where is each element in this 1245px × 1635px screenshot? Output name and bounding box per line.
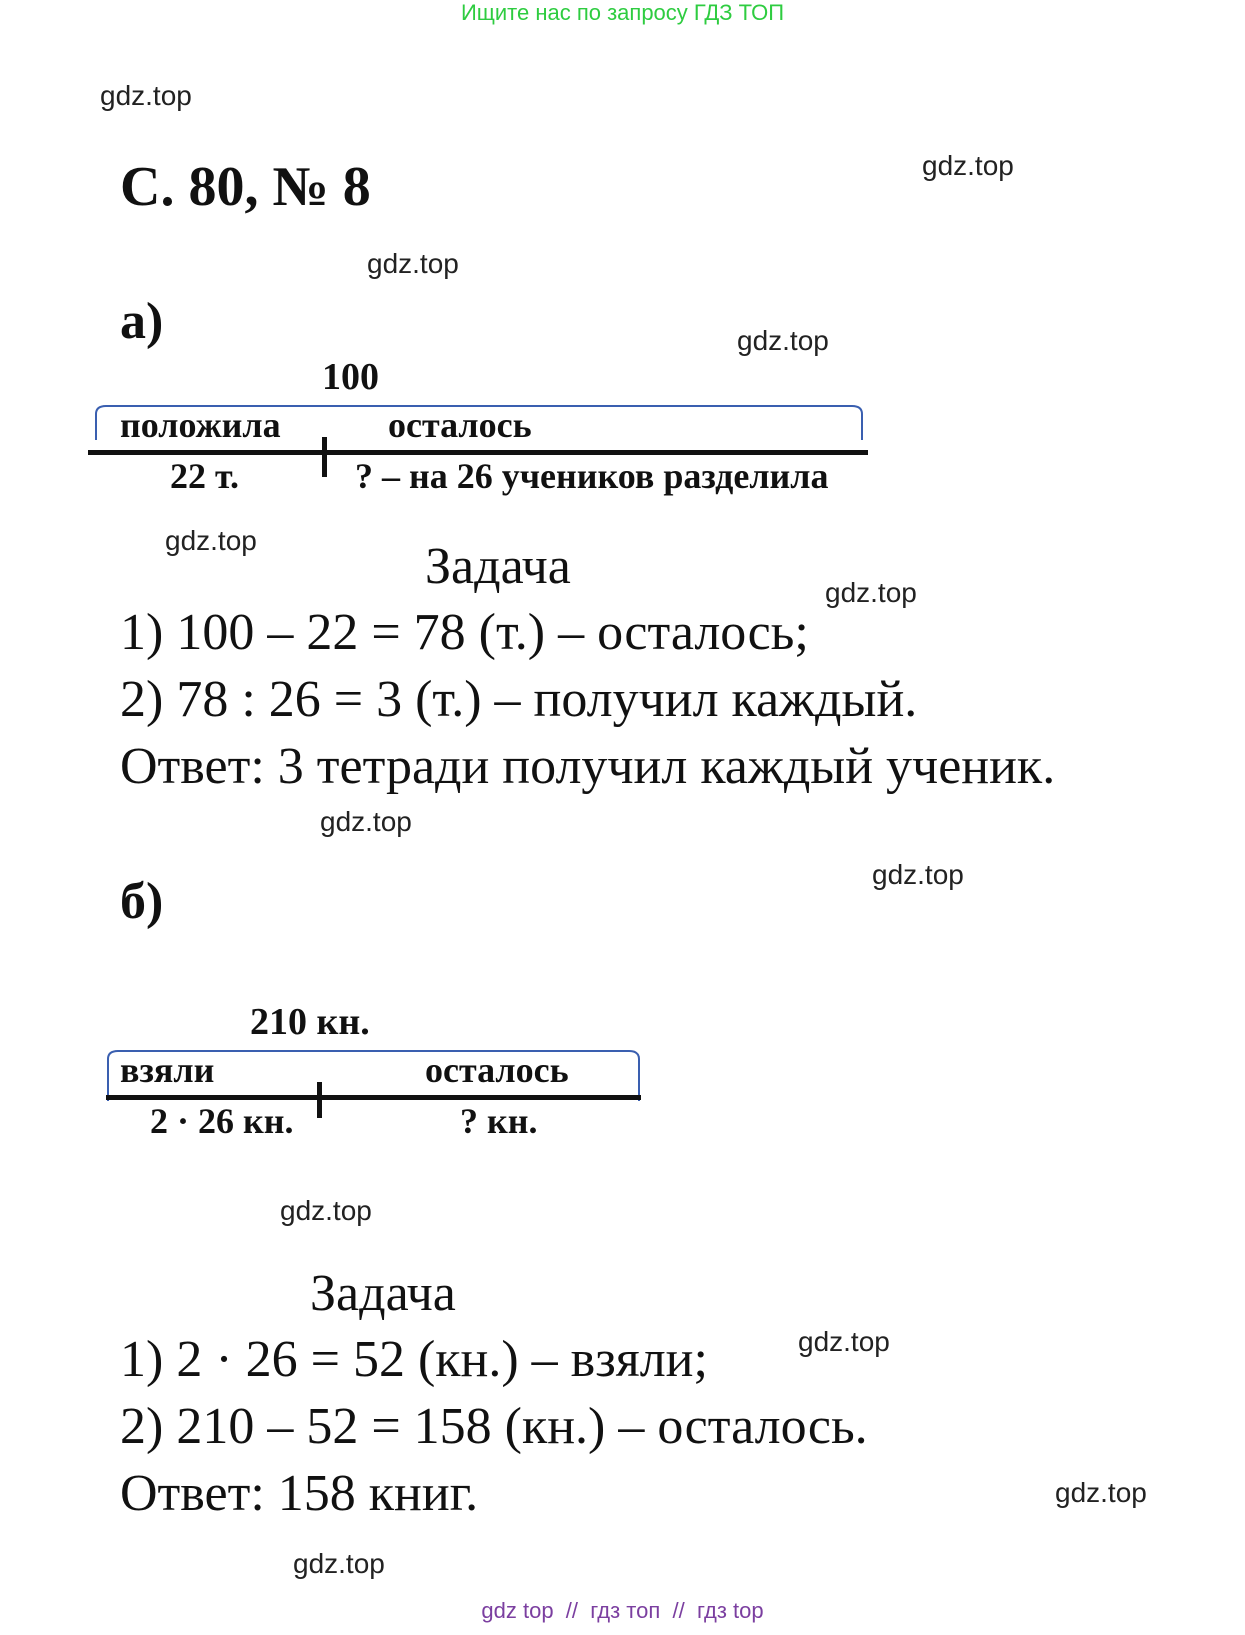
page-title: С. 80, № 8 bbox=[120, 156, 371, 218]
watermark: gdz.top bbox=[737, 325, 829, 356]
part-b-divider-tick bbox=[317, 1082, 322, 1118]
part-a-seg-right: осталось bbox=[388, 405, 532, 445]
part-b-seg-left: взяли bbox=[120, 1050, 215, 1090]
watermark: gdz.top bbox=[293, 1548, 385, 1579]
watermark: gdz.top bbox=[367, 248, 459, 279]
watermark: gdz.top bbox=[798, 1326, 890, 1357]
part-a-task-heading: Задача bbox=[425, 538, 571, 595]
part-a-right-value: ? – на 26 учеников разделила bbox=[355, 456, 829, 496]
part-b-seg-right: осталось bbox=[425, 1050, 569, 1090]
part-b-left-value: 2 · 26 кн. bbox=[150, 1101, 294, 1141]
top-banner: Ищите нас по запросу ГДЗ ТОП bbox=[460, 0, 785, 25]
part-a-total: 100 bbox=[322, 356, 379, 398]
part-b-step-2: 2) 210 – 52 = 158 (кн.) – осталось. bbox=[120, 1398, 868, 1455]
part-b-total: 210 кн. bbox=[250, 1001, 370, 1043]
part-a-step-1: 1) 100 – 22 = 78 (т.) – осталось; bbox=[120, 604, 809, 661]
part-a-divider-tick bbox=[322, 437, 327, 477]
watermark: gdz.top bbox=[100, 80, 192, 111]
watermark: gdz.top bbox=[922, 150, 1014, 181]
part-b-label: б) bbox=[120, 873, 164, 930]
part-b-answer: Ответ: 158 книг. bbox=[120, 1465, 479, 1522]
part-a-step-2: 2) 78 : 26 = 3 (т.) – получил каждый. bbox=[120, 671, 918, 728]
part-b-step-1: 1) 2 · 26 = 52 (кн.) – взяли; bbox=[120, 1331, 708, 1388]
part-a-answer: Ответ: 3 тетради получил каждый ученик. bbox=[120, 738, 1056, 795]
part-b-task-heading: Задача bbox=[310, 1265, 456, 1322]
watermark: gdz.top bbox=[280, 1195, 372, 1226]
watermark: gdz.top bbox=[825, 577, 917, 608]
watermark: gdz.top bbox=[1055, 1477, 1147, 1508]
part-b-right-value: ? кн. bbox=[460, 1101, 538, 1141]
part-a-seg-left: положила bbox=[120, 405, 281, 445]
part-a-left-value: 22 т. bbox=[170, 456, 239, 496]
watermark: gdz.top bbox=[165, 525, 257, 556]
watermark: gdz.top bbox=[872, 859, 964, 890]
footer-links[interactable]: gdz top // гдз топ // гдз top bbox=[481, 1598, 764, 1623]
part-a-label: а) bbox=[120, 293, 164, 350]
watermark: gdz.top bbox=[320, 806, 412, 837]
